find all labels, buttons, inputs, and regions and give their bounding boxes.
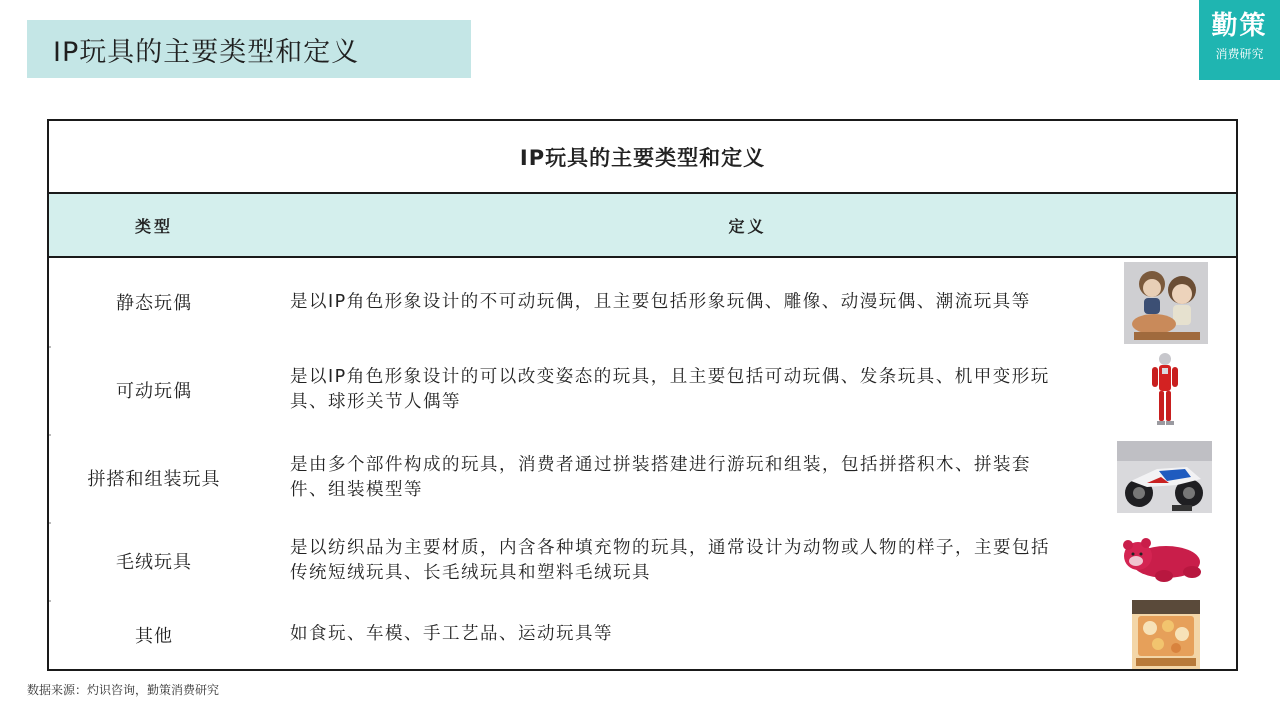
toy-types-table xyxy=(47,119,1238,671)
data-source-note: 数据来源：灼识咨询，勤策消费研究 xyxy=(27,683,220,697)
row-type: 毛绒玩具 xyxy=(116,552,192,573)
food-toy-image xyxy=(1132,600,1200,669)
table-row xyxy=(49,346,1236,434)
row-definition: 如食玩、车模、手工艺品、运动玩具等 xyxy=(290,624,613,644)
row-type: 拼搭和组装玩具 xyxy=(87,469,221,490)
brand-name: 勤策 xyxy=(1211,11,1268,41)
row-type: 其他 xyxy=(135,625,173,647)
page-title: IP玩具的主要类型和定义 xyxy=(53,36,360,68)
table-title: IP玩具的主要类型和定义 xyxy=(49,121,1236,194)
table-row xyxy=(49,522,1236,600)
table-row xyxy=(49,258,1236,346)
action-figure-image xyxy=(1142,350,1188,430)
column-header-type: 类型 xyxy=(134,216,173,236)
table-column-header xyxy=(49,194,1236,258)
table-row xyxy=(49,600,1236,669)
row-type: 静态玩偶 xyxy=(116,293,192,314)
row-type: 可动玩偶 xyxy=(116,381,192,402)
row-definition: 是以纺织品为主要材质，内含各种填充物的玩具，通常设计为动物或人物的样子，主要包括传统短绒玩具、长毛绒玩具和塑料毛绒玩具 xyxy=(290,538,1050,583)
row-definition: 是由多个部件构成的玩具，消费者通过拼装搭建进行游玩和组装，包括拼搭积木、拼装套件、组装模型等 xyxy=(290,455,1031,500)
table-row xyxy=(49,434,1236,522)
building-kit-image xyxy=(1117,441,1212,513)
row-definition: 是以IP角色形象设计的可以改变姿态的玩具，且主要包括可动玩偶、发条玩具、机甲变形玩具、球形关节人偶等 xyxy=(290,367,1050,412)
brand-subtitle: 消费研究 xyxy=(1215,47,1264,61)
static-figure-image xyxy=(1124,262,1208,344)
brand-logo xyxy=(1199,0,1280,80)
page-title-banner xyxy=(27,20,471,78)
column-header-definition: 定义 xyxy=(728,216,767,236)
plush-toy-image xyxy=(1116,534,1206,584)
row-definition: 是以IP角色形象设计的不可动玩偶，且主要包括形象玩偶、雕像、动漫玩偶、潮流玩具等 xyxy=(290,291,1031,312)
